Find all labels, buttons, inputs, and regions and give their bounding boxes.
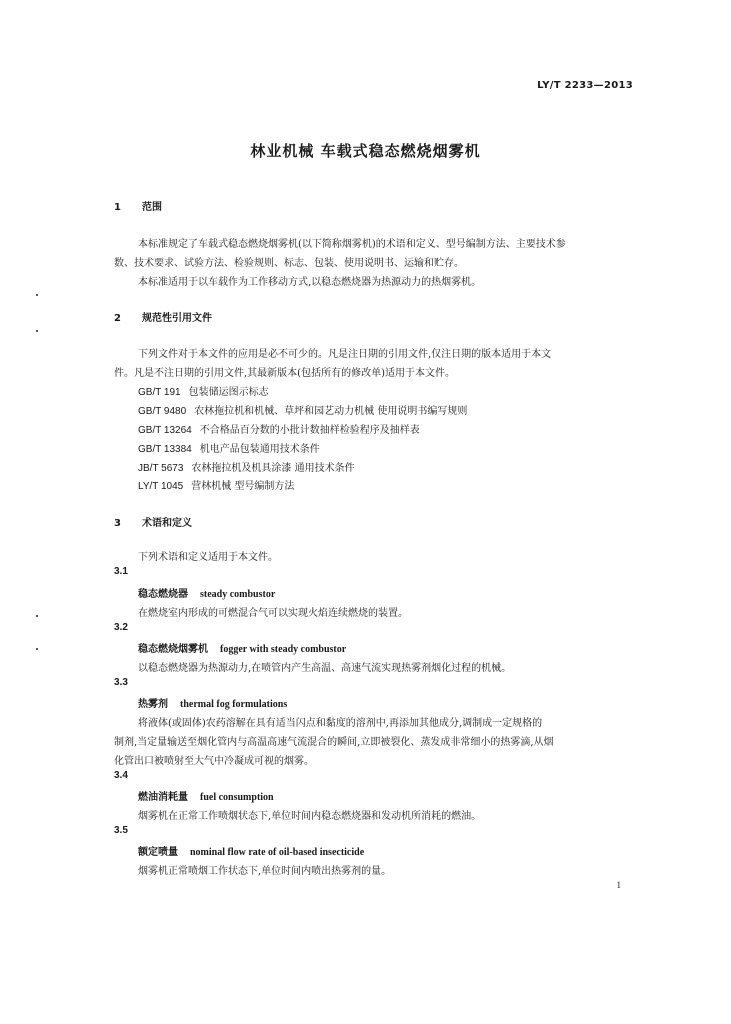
- reference-code: LY/T 1045: [138, 481, 184, 492]
- scan-speck: [36, 615, 38, 617]
- section-3-intro: 下列术语和定义适用于本文件。: [138, 552, 278, 563]
- term-definition: 烟雾机正常喷烟工作状态下,单位时间内喷出热雾剂的量。: [138, 866, 392, 877]
- term-en: thermal fog formulations: [180, 699, 288, 710]
- term-en: fuel consumption: [200, 792, 274, 803]
- term-heading: [138, 788, 274, 803]
- section-1-para-1-line-2: 数、技术要求、试验方法、检验规则、标志、包装、使用说明书、运输和贮存。: [114, 258, 464, 269]
- clause-number: 3.3: [114, 677, 128, 688]
- term-definition: 将液体(或固体)农药溶解在具有适当闪点和黏度的溶剂中,再添加其他成分,调制成一定规格的: [138, 718, 543, 729]
- scan-speck: [36, 330, 38, 332]
- term-en: steady combustor: [200, 589, 276, 600]
- reference-code: GB/T 191: [138, 387, 181, 398]
- term-zh: 稳态燃烧烟雾机: [138, 644, 208, 655]
- clause-number: 3.5: [114, 825, 128, 836]
- reference-code: GB/T 13384: [138, 444, 192, 455]
- term-definition: 在燃烧室内形成的可燃混合气可以实现火焰连续燃烧的装置。: [138, 608, 408, 619]
- document-title: 林业机械 车载式稳态燃烧烟雾机: [250, 142, 481, 160]
- scan-speck: [36, 294, 38, 296]
- reference-item: [138, 421, 420, 436]
- section-number: 1: [114, 202, 121, 213]
- term-zh: 额定喷量: [138, 847, 178, 858]
- section-1-para-2: 本标准适用于以车载作为工作移动方式,以稳态燃烧器为热源动力的热烟雾机。: [138, 277, 482, 288]
- clause-number: 3.2: [114, 622, 128, 633]
- scan-speck: [36, 648, 38, 650]
- term-heading: [138, 640, 346, 655]
- reference-code: GB/T 13264: [138, 425, 192, 436]
- term-en: fogger with steady combustor: [220, 644, 347, 655]
- section-title: 术语和定义: [142, 518, 192, 529]
- reference-title: 农林拖拉机及机具涂漆 通用技术条件: [191, 463, 355, 474]
- section-title: 规范性引用文件: [142, 313, 212, 324]
- term-heading: [138, 695, 287, 710]
- section-title: 范围: [142, 202, 162, 213]
- reference-item: [138, 440, 320, 455]
- term-heading: [138, 843, 364, 858]
- reference-title: 不合格品百分数的小批计数抽样检验程序及抽样表: [199, 425, 420, 436]
- term-zh: 热雾剂: [138, 699, 168, 710]
- reference-code: GB/T 9480: [138, 406, 187, 417]
- reference-title: 农林拖拉机和机械、草坪和园艺动力机械 使用说明书编写规则: [194, 406, 468, 417]
- reference-item: [138, 383, 269, 398]
- reference-title: 机电产品包装通用技术条件: [199, 444, 320, 455]
- section-number: 2: [114, 313, 121, 324]
- reference-item: [138, 402, 467, 417]
- reference-code: JB/T 5673: [138, 463, 184, 474]
- term-en: nominal flow rate of oil-based insecticide: [190, 847, 365, 858]
- section-1-para-1-line-1: 本标准规定了车载式稳态燃烧烟雾机(以下简称烟雾机)的术语和定义、型号编制方法、主要技术参: [138, 239, 566, 250]
- clause-number: 3.1: [114, 566, 128, 577]
- section-3-heading: [114, 514, 192, 529]
- page-number: 1: [616, 880, 621, 890]
- section-2-para-line-1: 下列文件对于本文件的应用是必不可少的。凡是注日期的引用文件,仅注日期的版本适用于本文: [138, 349, 552, 360]
- section-number: 3: [114, 518, 121, 529]
- clause-number: 3.4: [114, 770, 128, 781]
- term-zh: 燃油消耗量: [138, 792, 188, 803]
- standard-code: LY/T 2233—2013: [537, 80, 633, 91]
- reference-item: [138, 477, 294, 492]
- term-definition: 制剂,当定量输送至烟化管内与高温高速气流混合的瞬间,立即被裂化、蒸发成非常细小的热雾滴,从烟: [114, 737, 554, 748]
- reference-item: [138, 459, 355, 474]
- section-2-heading: [114, 309, 212, 324]
- term-heading: [138, 585, 275, 600]
- section-1-heading: [114, 198, 162, 213]
- term-definition: 以稳态燃烧器为热源动力,在喷管内产生高温、高速气流实现热雾剂烟化过程的机械。: [138, 663, 512, 674]
- reference-title: 营林机械 型号编制方法: [191, 481, 295, 492]
- term-zh: 稳态燃烧器: [138, 589, 188, 600]
- reference-title: 包装储运图示标志: [188, 387, 269, 398]
- section-2-para-line-2: 件。凡是不注日期的引用文件,其最新版本(包括所有的修改单)适用于本文件。: [114, 368, 455, 379]
- term-definition: 化管出口被喷射至大气中冷凝成可视的烟雾。: [114, 756, 314, 767]
- term-definition: 烟雾机在正常工作喷烟状态下,单位时间内稳态燃烧器和发动机所消耗的燃油。: [138, 811, 482, 822]
